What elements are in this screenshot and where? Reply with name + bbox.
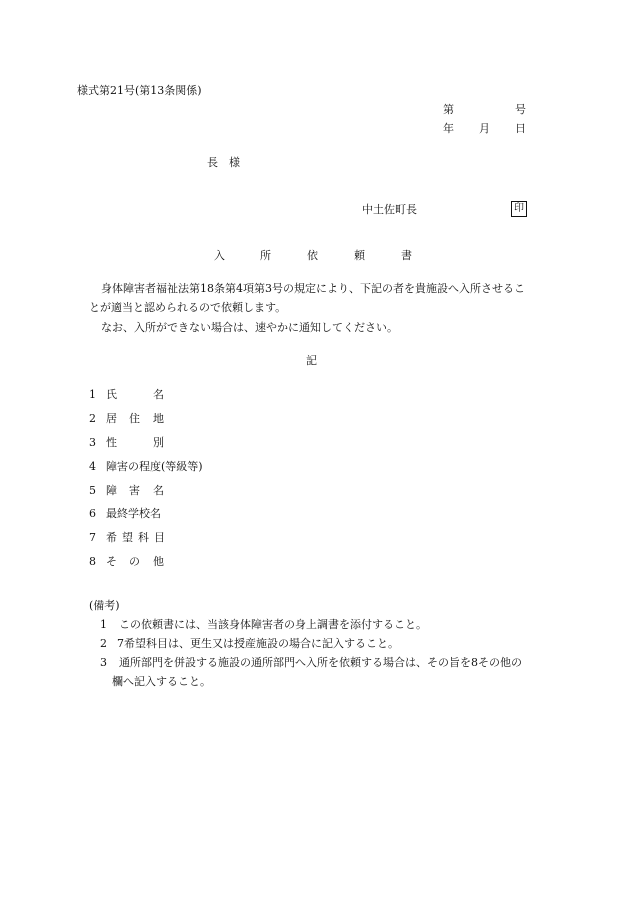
item-label: 科 bbox=[138, 531, 149, 544]
item-number: 8 bbox=[89, 555, 96, 568]
remark-text-continued: 欄へ記入すること。 bbox=[112, 675, 211, 688]
remark-text: 通所部門を併設する施設の通所部門へ入所を依頼する場合は、その旨を8その他の bbox=[119, 656, 522, 669]
title-char-3: 依 bbox=[307, 249, 318, 262]
item-label: 居 bbox=[106, 412, 117, 425]
item-number: 4 bbox=[89, 460, 96, 473]
sender-name: 中土佐町長 bbox=[362, 203, 417, 216]
remark-number: 2 bbox=[100, 637, 107, 650]
item-label: 名 bbox=[153, 484, 164, 497]
seal-stamp: 印 bbox=[511, 201, 527, 217]
remark-number: 3 bbox=[100, 656, 107, 669]
date-day: 日 bbox=[515, 122, 526, 135]
item-label: 他 bbox=[153, 555, 164, 568]
item-label: の bbox=[129, 555, 140, 568]
body-line-2: とが適当と認められるので依頼します。 bbox=[89, 301, 287, 314]
date-month: 月 bbox=[479, 122, 490, 135]
item-number: 5 bbox=[89, 484, 96, 497]
title-char-4: 頼 bbox=[354, 249, 365, 262]
ki-heading: 記 bbox=[306, 354, 317, 367]
body-line-1: 身体障害者福祉法第18条第4項第3号の規定により、下記の者を貴施設へ入所させるこ bbox=[101, 282, 525, 295]
item-number: 6 bbox=[89, 507, 96, 520]
item-number: 7 bbox=[89, 531, 96, 544]
item-label: 最終学校名 bbox=[106, 507, 161, 520]
item-label: 望 bbox=[122, 531, 133, 544]
item-label: 性 bbox=[106, 436, 117, 449]
item-number: 3 bbox=[89, 436, 96, 449]
item-label: 名 bbox=[153, 388, 164, 401]
remark-text: この依頼書には、当該身体障害者の身上調書を添付すること。 bbox=[119, 618, 427, 631]
item-label: 目 bbox=[154, 531, 165, 544]
addressee-honorific: 様 bbox=[229, 156, 240, 169]
item-label: 希 bbox=[106, 531, 117, 544]
remark-number: 1 bbox=[100, 618, 107, 631]
item-number: 1 bbox=[89, 388, 96, 401]
form-label: 様式第21号(第13条関係) bbox=[77, 84, 202, 97]
addressee-title: 長 bbox=[207, 156, 218, 169]
title-char-2: 所 bbox=[260, 249, 271, 262]
item-label: そ bbox=[106, 555, 117, 568]
item-number: 2 bbox=[89, 412, 96, 425]
number-prefix: 第 bbox=[443, 103, 454, 116]
number-suffix: 号 bbox=[515, 103, 526, 116]
item-label: 住 bbox=[129, 412, 140, 425]
title-char-1: 入 bbox=[214, 249, 225, 262]
date-year: 年 bbox=[443, 122, 454, 135]
item-label: 氏 bbox=[106, 388, 117, 401]
item-label: 障害の程度(等級等) bbox=[106, 460, 203, 473]
item-label: 別 bbox=[153, 436, 164, 449]
remark-text: 7希望科目は、更生又は授産施設の場合に記入すること。 bbox=[117, 637, 399, 650]
item-label: 害 bbox=[129, 484, 140, 497]
remarks-heading: (備考) bbox=[89, 599, 120, 612]
item-label: 障 bbox=[106, 484, 117, 497]
body-line-3: なお、入所ができない場合は、速やかに通知してください。 bbox=[101, 321, 398, 334]
title-char-5: 書 bbox=[401, 249, 412, 262]
item-label: 地 bbox=[153, 412, 164, 425]
